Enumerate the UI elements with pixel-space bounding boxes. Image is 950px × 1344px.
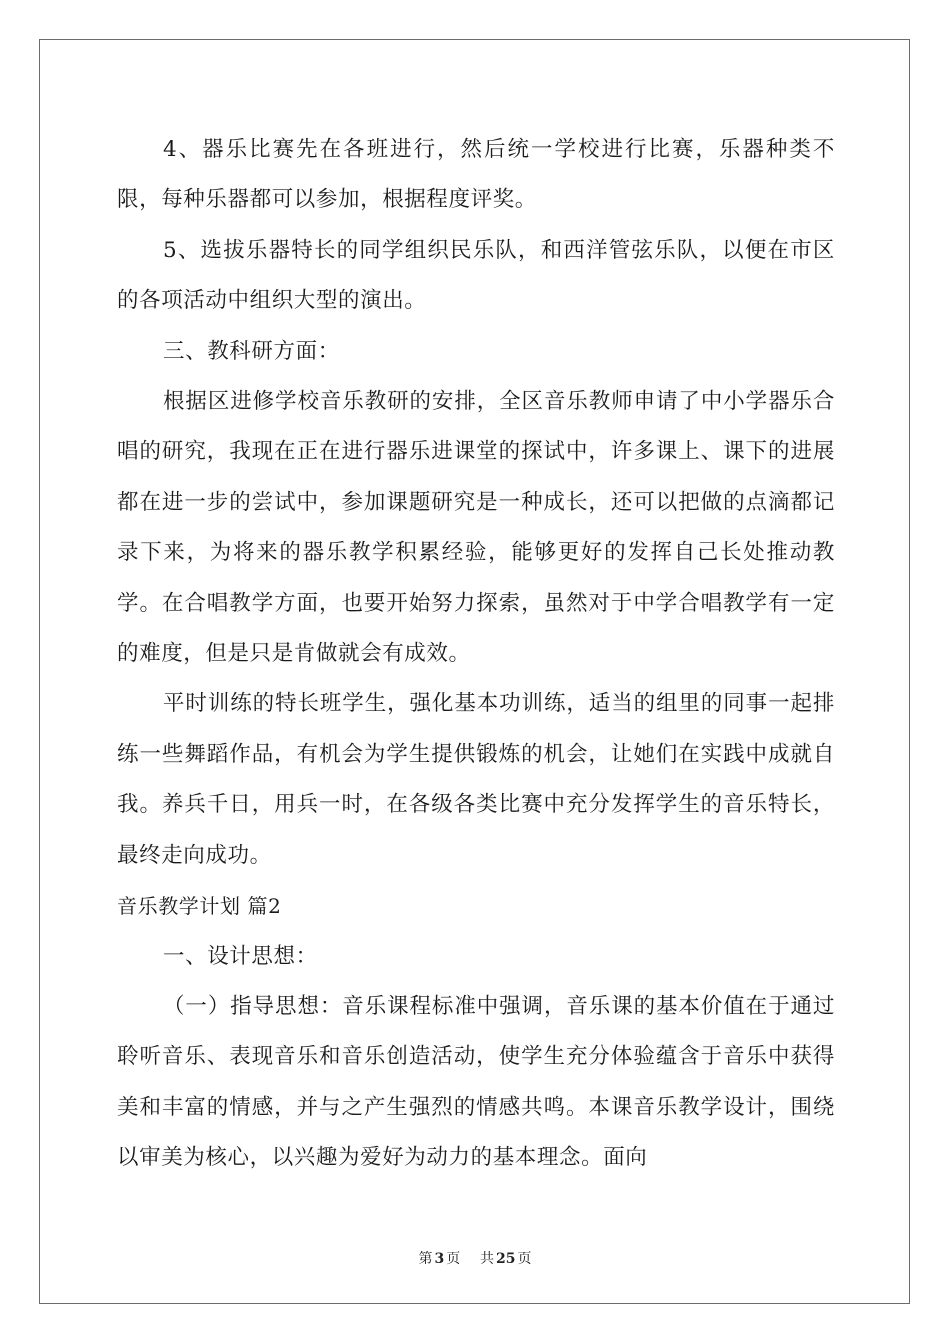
document-body <box>117 125 835 1184</box>
section-heading-design: 一、设计思想： <box>163 943 318 969</box>
plan-title: 音乐教学计划 篇2 <box>117 894 282 919</box>
paragraph-guiding-idea: （一）指导思想：音乐课程标准中强调，音乐课的基本价值在于通过聆听音乐、表现音乐和音乐创造活动，使学生充分体验蕴含于音乐中获得美和丰富的情感，并与之产生强烈的情感共鸣。本课音乐教学设计，围绕以审美为核心，以兴趣为爱好为动力的基本理念。面向 <box>117 993 835 1171</box>
paragraph-research: 根据区进修学校音乐教研的安排，全区音乐教师申请了中小学器乐合唱的研究，我现在正在进行器乐进课堂的探试中，许多课上、课下的进展都在进一步的尝试中，参加课题研究是一种成长，还可以把做的点滴都记录下来，为将来的器乐教学积累经验，能够更好的发挥自己长处推动教学。在合唱教学方面，也要开始努力探索，虽然对于中学合唱教学有一定的难度，但是只是肯做就会有成效。 <box>117 389 835 667</box>
paragraph-item-5: 5、选拔乐器特长的同学组织民乐队，和西洋管弦乐队，以便在市区的各项活动中组织大型的演出。 <box>117 237 835 314</box>
paragraph-item-4: 4、器乐比赛先在各班进行，然后统一学校进行比赛，乐器种类不限，每种乐器都可以参加，根据程度评奖。 <box>117 137 835 213</box>
page-number: 3 <box>434 1251 445 1267</box>
page-footer <box>0 1248 950 1268</box>
total-suffix: 页 <box>517 1251 532 1267</box>
total-pages: 25 <box>496 1251 516 1267</box>
page-prefix: 第 <box>418 1251 433 1267</box>
total-prefix: 共 <box>480 1251 495 1267</box>
section-heading-research: 三、教科研方面： <box>163 338 340 364</box>
paragraph-training: 平时训练的特长班学生，强化基本功训练，适当的组里的同事一起排练一些舞蹈作品，有机会为学生提供锻炼的机会，让她们在实践中成就自我。养兵千日，用兵一时，在各级各类比赛中充分发挥学生的音乐特长，最终走向成功。 <box>117 691 835 868</box>
page-suffix: 页 <box>446 1251 461 1267</box>
